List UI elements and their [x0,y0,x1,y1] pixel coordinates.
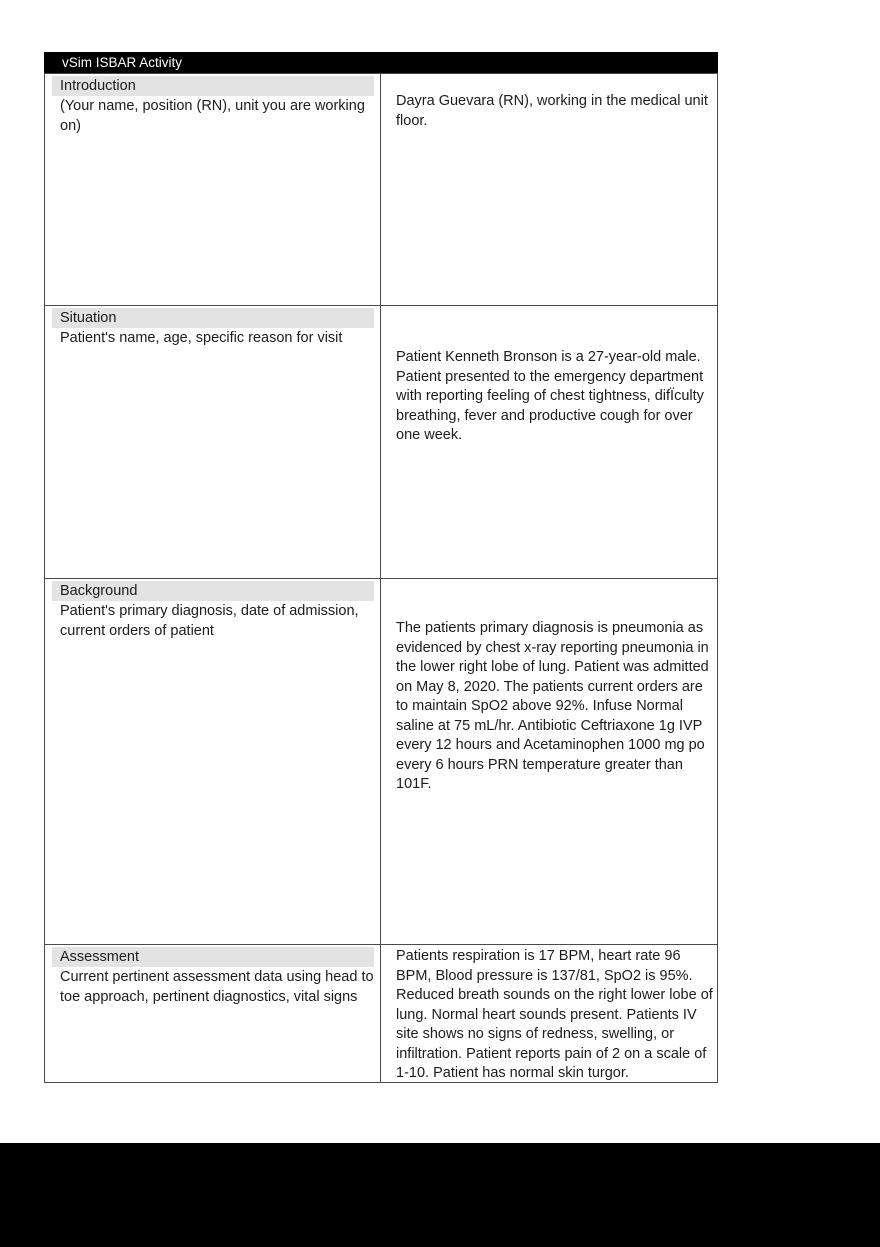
background-answer-cell [381,579,717,944]
row-situation [45,305,717,578]
section-prompt-situation: Patient's name, age, specific reason for visit [60,330,343,346]
assessment-question-cell [45,945,381,1082]
section-title-situation: Situation [52,308,374,328]
section-prompt-introduction: (Your name, position (RN), unit you are working on) [60,98,365,134]
section-prompt-background: Patient's primary diagnosis, date of admission, current orders of patient [60,603,359,639]
isbar-activity-table [44,52,718,1083]
table-title: vSim ISBAR Activity [62,55,183,70]
section-answer-background: The patients primary diagnosis is pneumonia as evidenced by chest x-ray reporting pneumonia in the lower right lobe of lung. Patient was admitted on May 8, 2020. The patients current orders are to maintain SpO2 above 92%. Infuse Normal saline at 75 mL/hr. Antibiotic Ceftriaxone 1g IVP every 12 hours and Acetaminophen 1000 mg po every 6 hours PRN temperature greater than 101F. [396,620,709,792]
section-title-background: Background [52,581,374,601]
section-prompt-assessment: Current pertinent assessment data using head to toe approach, pertinent diagnostics, vital signs [60,969,374,1005]
bottom-black-band [0,1143,880,1247]
assessment-answer-cell [381,945,717,1082]
section-answer-assessment: Patients respiration is 17 BPM, heart rate 96 BPM, Blood pressure is 137/81, SpO2 is 95%. Reduced breath sounds on the right lower lobe of lung. Normal heart sounds present. Patients IV site shows no signs of redness, swelling, or infiltration. Patient reports pain of 2 on a scale of 1-10. Patient has normal skin turgor. [396,948,713,1081]
row-assessment [45,944,717,1082]
section-answer-introduction: Dayra Guevara (RN), working in the medical unit floor. [396,93,708,129]
section-answer-situation: Patient Kenneth Bronson is a 27-year-old male. Patient presented to the emergency department with reporting feeling of chest tightness, difÏculty breathing, fever and productive cough for over one week. [396,349,704,443]
introduction-question-cell [45,74,381,305]
table-header-bar [44,52,718,73]
situation-answer-cell [381,306,717,578]
row-background [45,578,717,944]
row-introduction [45,73,717,305]
introduction-answer-cell [381,74,717,305]
section-title-assessment: Assessment [52,947,374,967]
section-title-introduction: Introduction [52,76,374,96]
background-question-cell [45,579,381,944]
situation-question-cell [45,306,381,578]
